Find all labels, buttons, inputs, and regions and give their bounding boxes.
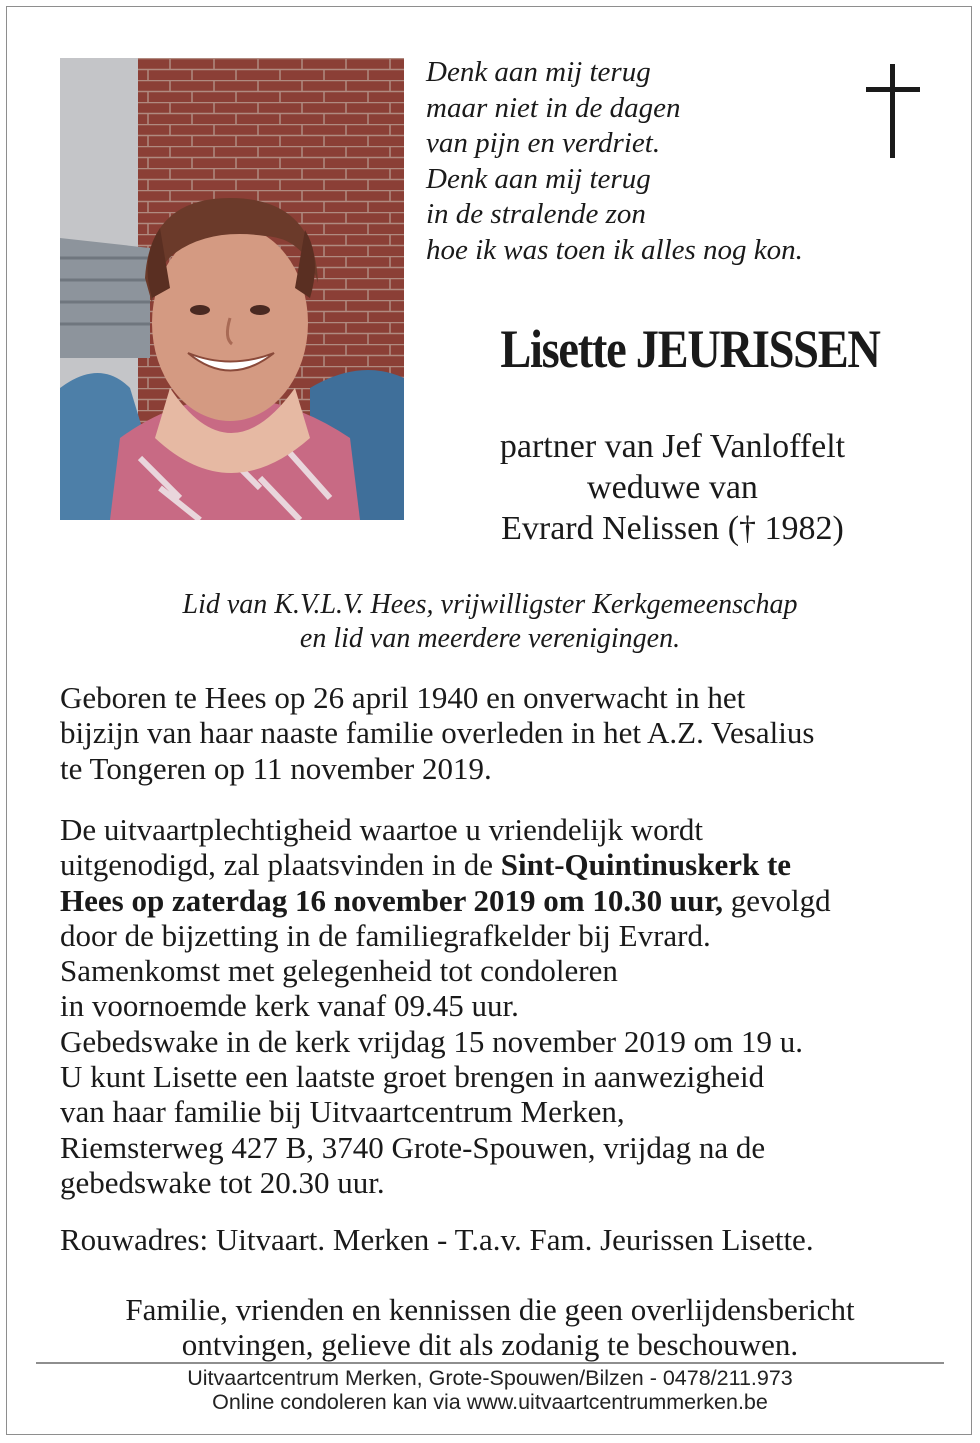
portrait-photo [60, 58, 404, 520]
paragraph-line: van haar familie bij Uitvaartcentrum Merken, [60, 1094, 625, 1130]
poem-line: maar niet in de dagen [426, 91, 681, 124]
ceremony-text: uitgenodigd, zal plaatsvinden in de [60, 847, 501, 883]
paragraph-line: U kunt Lisette een laatste groet brengen in aanwezigheid [60, 1059, 765, 1095]
paragraph-line: Geboren te Hees op 26 april 1940 en onverwacht in het [60, 680, 746, 715]
paragraph-line: gebedswake tot 20.30 uur. [60, 1164, 385, 1200]
paragraph-line [60, 883, 940, 918]
relation-block [420, 426, 925, 549]
paragraph-line: Riemsterweg 427 B, 3740 Grote-Spouwen, vrijdag na de [60, 1129, 766, 1165]
poem-line: Denk aan mij terug [426, 56, 651, 88]
paragraph-line: te Tongeren op 11 november 2019. [60, 750, 492, 786]
poem-line: van pijn en verdriet. [426, 127, 661, 159]
paragraph-line: De uitvaartplechtigheid waartoe u vriendelijk wordt [60, 812, 704, 847]
membership-line: Lid van K.V.L.V. Hees, vrijwilligster Kerkgemeenschap [182, 589, 798, 620]
membership-line: en lid van meerdere verenigingen. [299, 623, 681, 654]
closing-notice [40, 1292, 940, 1362]
cross-vertical-bar [890, 64, 895, 158]
membership-text [40, 588, 940, 656]
portrait-illustration [60, 58, 404, 520]
poem-line: hoe ik was toen ik alles nog kon. [426, 233, 803, 266]
relation-line: Evrard Nelissen († 1982) [501, 510, 844, 547]
birth-death-paragraph [60, 680, 940, 786]
ceremony-text: gevolgd [723, 882, 831, 918]
paragraph-line [60, 847, 940, 882]
memorial-poem [426, 55, 856, 268]
poem-line: Denk aan mij terug [426, 162, 651, 195]
cross-icon [866, 64, 920, 158]
paragraph-line: Samenkomst met gelegenheid tot condoleren [60, 953, 618, 989]
cross-horizontal-bar [866, 87, 920, 92]
relation-line: weduwe van [587, 469, 758, 506]
paragraph-line: bijzijn van haar naaste familie overleden in het A.Z. Vesalius [60, 715, 815, 751]
paragraph-line: in voornoemde kerk vanaf 09.45 uur. [60, 988, 519, 1024]
closing-line: ontvingen, gelieve dit als zodanig te beschouwen. [181, 1327, 799, 1362]
deceased-name: Lisette JEURISSEN [500, 319, 880, 379]
relation-line: partner van Jef Vanloffelt [499, 428, 846, 465]
address-paragraph [60, 1222, 940, 1257]
closing-line: Familie, vrienden en kennissen die geen overlijdensbericht [125, 1292, 855, 1327]
church-name: Sint-Quintinuskerk te [500, 847, 792, 883]
poem-line: in de stralende zon [426, 198, 646, 230]
paragraph-line: door de bijzetting in de familiegrafkelder bij Evrard. [60, 917, 711, 953]
ceremony-paragraph [60, 812, 940, 1200]
mourning-address: Rouwadres: Uitvaart. Merken - T.a.v. Fam. Jeurissen Lisette. [60, 1222, 814, 1257]
footer-divider [36, 1362, 944, 1364]
footer [40, 1366, 940, 1414]
paragraph-line: Gebedswake in de kerk vrijdag 15 november 2019 om 19 u. [60, 1023, 803, 1059]
ceremony-date-time: Hees op zaterdag 16 november 2019 om 10.30 uur, [60, 882, 724, 918]
condolence-website: Online condoleren kan via www.uitvaartcentrummerken.be [212, 1390, 768, 1414]
funeral-home-contact: Uitvaartcentrum Merken, Grote-Spouwen/Bilzen - 0478/211.973 [187, 1366, 793, 1390]
